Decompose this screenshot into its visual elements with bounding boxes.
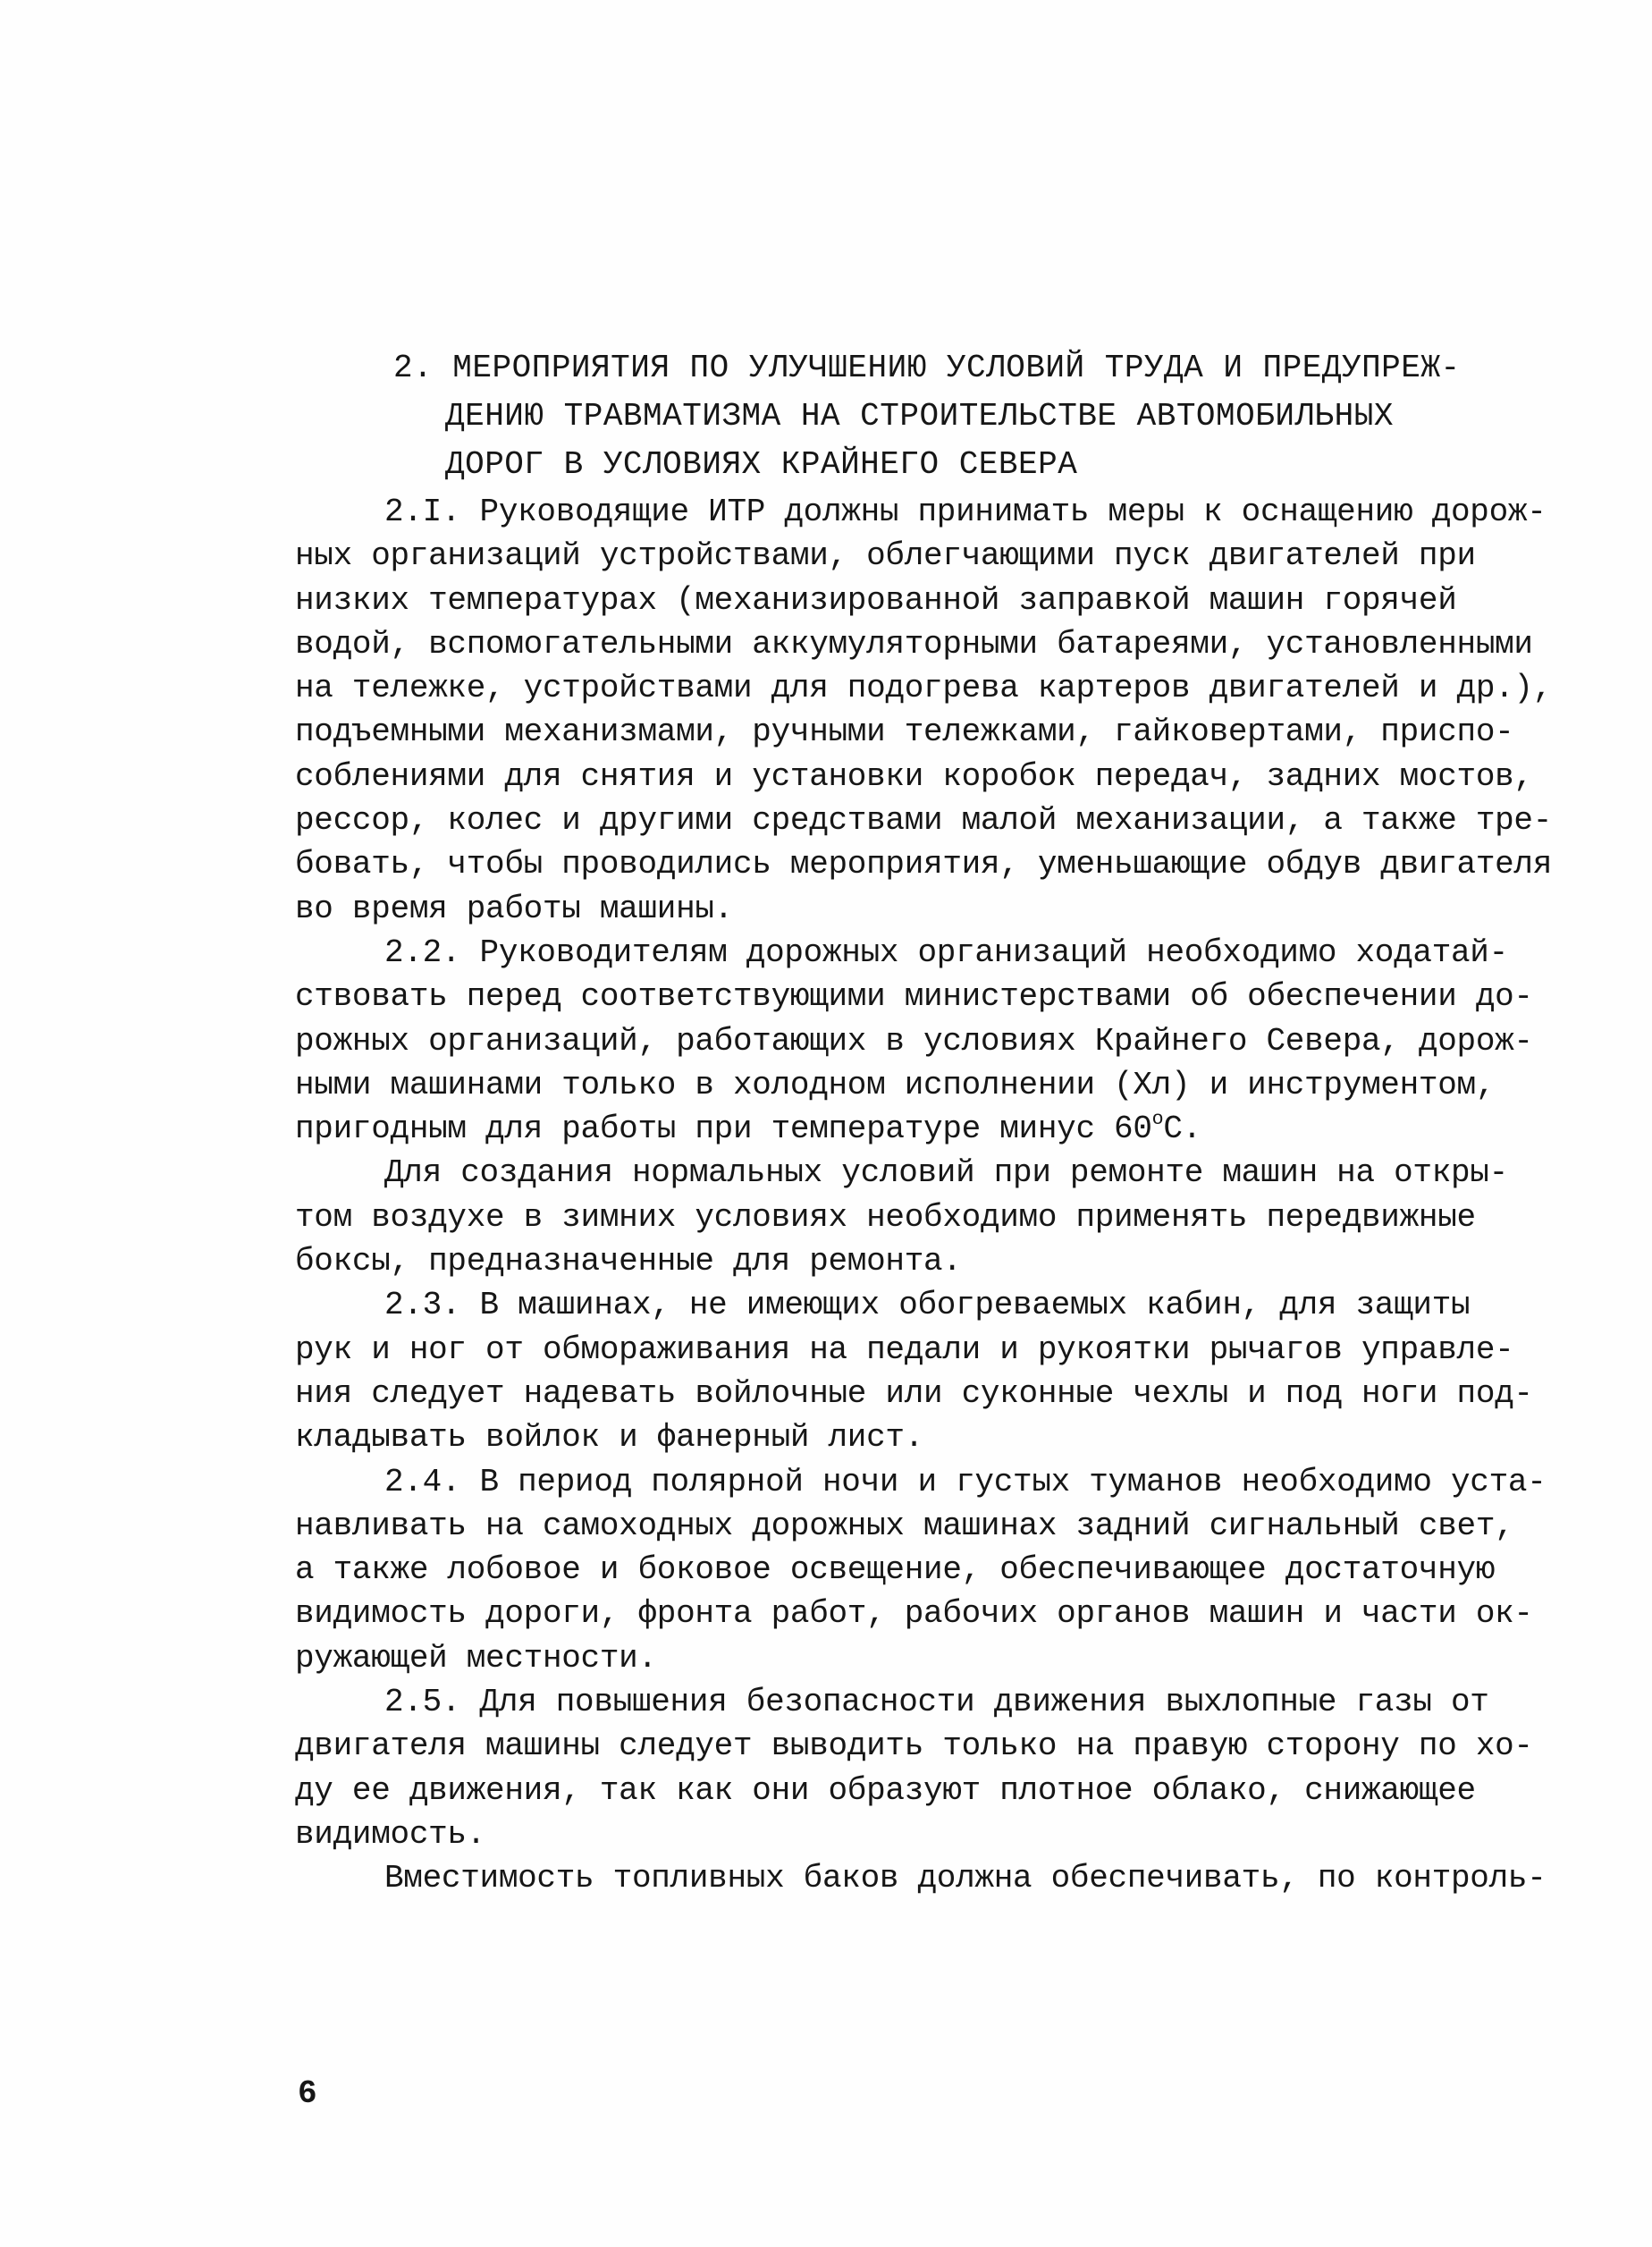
text-line: боксы, предназначенные для ремонта. xyxy=(295,1243,962,1280)
text-line: подъемными механизмами, ручными тележками, гайковертами, приспо- xyxy=(295,714,1514,751)
paragraph-2-2 xyxy=(295,931,1533,1151)
text-line: во время работы машины. xyxy=(295,890,733,927)
paragraph-fuel-tanks xyxy=(295,1856,1547,1900)
text-line: рожных организаций, работающих в условиях Крайнего Севера, дорож- xyxy=(295,1022,1533,1060)
text-line: 2.2. Руководителям дорожных организаций необходимо ходатай- xyxy=(384,933,1508,971)
paragraph-2-3 xyxy=(295,1283,1533,1459)
text-line: ния следует надевать войлочные или суконные чехлы и под ноги под- xyxy=(295,1374,1533,1412)
text-line: на тележке, устройствами для подогрева картеров двигателей и др.), xyxy=(295,670,1553,707)
text-line: низких температурах (механизированной заправкой машин горячей xyxy=(295,581,1457,619)
text-line: навливать на самоходных дорожных машинах задний сигнальный свет, xyxy=(295,1507,1514,1544)
text-line: видимость. xyxy=(295,1815,486,1853)
text-line: соблениями для снятия и установки коробок передач, задних мостов, xyxy=(295,757,1533,795)
paragraph-2-5 xyxy=(295,1680,1533,1856)
paragraph-repair-boxes xyxy=(295,1151,1508,1283)
text-line: 2.3. В машинах, не имеющих обогреваемых кабин, для защиты xyxy=(384,1287,1471,1324)
text-line: ными машинами только в холодном исполнении (Хл) и инструментом, xyxy=(295,1066,1496,1103)
text-line: ду ее движения, так как они образуют плотное облако, снижающее xyxy=(295,1771,1476,1809)
degree-superscript: о xyxy=(1151,1109,1164,1131)
text-line: 2.4. В период полярной ночи и густых туманов необходимо уста- xyxy=(384,1463,1547,1500)
heading-line: 2. МЕРОПРИЯТИЯ ПО УЛУЧШЕНИЮ УСЛОВИЙ ТРУДА И ПРЕДУПРЕЖ- xyxy=(393,350,1461,386)
text-line: водой, вспомогательными аккумуляторными батареями, установленными xyxy=(295,625,1533,663)
text-line: видимость дороги, фронта работ, рабочих органов машин и части ок- xyxy=(295,1595,1533,1633)
section-heading xyxy=(393,344,1484,489)
heading-line: ДОРОГ В УСЛОВИЯХ КРАЙНЕГО СЕВЕРА xyxy=(445,446,1078,483)
heading-line: ДЕНИЮ ТРАВМАТИЗМА НА СТРОИТЕЛЬСТВЕ АВТОМОБИЛЬНЫХ xyxy=(445,398,1394,435)
text-line: а также лобовое и боковое освещение, обеспечивающее достаточную xyxy=(295,1551,1496,1589)
text-line: ружающей местности. xyxy=(295,1639,657,1677)
text-line: 2.5. Для повышения безопасности движения выхлопные газы от xyxy=(384,1684,1489,1721)
text-line: двигателя машины следует выводить только на правую сторону по хо- xyxy=(295,1727,1533,1765)
text-fragment: С. xyxy=(1163,1111,1201,1148)
page-number: 6 xyxy=(298,2075,317,2112)
text-line-temperature xyxy=(295,1107,1493,1151)
text-line: Вместимость топливных баков должна обеспечивать, по контроль- xyxy=(384,1860,1547,1897)
text-line: рук и ног от обмораживания на педали и рукоятки рычагов управле- xyxy=(295,1330,1514,1368)
text-line: кладывать войлок и фанерный лист. xyxy=(295,1419,924,1457)
text-line: 2.I. Руководящие ИТР должны принимать меры к оснащению дорож- xyxy=(384,494,1547,530)
text-fragment: пригодным для работы при температуре минус 60 xyxy=(295,1111,1152,1148)
text-line: бовать, чтобы проводились мероприятия, уменьшающие обдув двигателя xyxy=(295,846,1553,883)
text-line: Для создания нормальных условий при ремонте машин на откры- xyxy=(384,1154,1508,1192)
text-line: том воздухе в зимних условиях необходимо применять передвижные xyxy=(295,1198,1476,1236)
paragraph-2-4 xyxy=(295,1460,1547,1680)
body-text xyxy=(295,490,1553,1901)
text-line: рессор, колес и другими средствами малой механизации, а также тре- xyxy=(295,802,1553,840)
text-line: ных организаций устройствами, облегчающими пуск двигателей при xyxy=(295,537,1476,575)
paragraph-2-1 xyxy=(295,490,1553,931)
text-line: ствовать перед соответствующими министерствами об обеспечении до- xyxy=(295,978,1533,1016)
